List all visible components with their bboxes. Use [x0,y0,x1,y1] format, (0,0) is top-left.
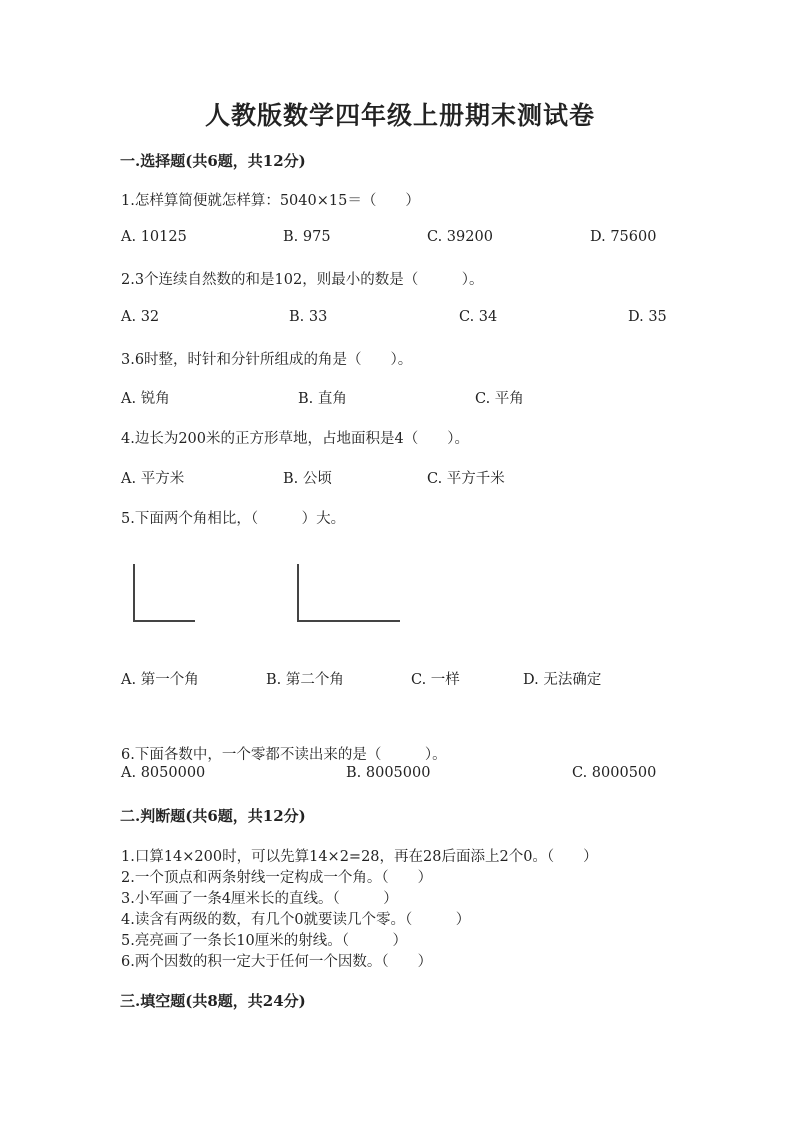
q4-option-a: A. 平方米 [121,471,185,487]
question-2: 2.3个连续自然数的和是102，则最小的数是（ ）。 [121,272,484,288]
q4-option-c: C. 平方千米 [427,471,505,487]
angle-figure-1 [133,564,195,622]
q2-option-b: B. 33 [289,309,328,325]
q1-option-c: C. 39200 [427,229,493,245]
q3-option-c: C. 平角 [475,391,524,407]
q6-option-a: A. 8050000 [121,765,206,781]
q5-option-d: D. 无法确定 [523,672,602,688]
question-1: 1.怎样算简便就怎样算：5040×15＝（ ） [121,193,420,209]
judgement-item-5: 5.亮亮画了一条长10厘米的射线。（ ） [121,933,408,949]
section-heading-fill-in: 三.填空题(共8题，共24分) [120,992,306,1010]
q5-option-c: C. 一样 [411,672,460,688]
judgement-item-2: 2.一个顶点和两条射线一定构成一个角。（ ） [121,870,433,886]
q5-option-a: A. 第一个角 [121,672,199,688]
question-4: 4.边长为200米的正方形草地，占地面积是4（ ）。 [121,431,469,447]
angle-figure-2 [297,564,400,622]
section-heading-judgement: 二.判断题(共6题，共12分) [120,807,306,825]
q4-option-b: B. 公顷 [283,471,332,487]
q2-option-d: D. 35 [628,309,667,325]
q3-option-a: A. 锐角 [121,391,170,407]
judgement-item-1: 1.口算14×200时，可以先算14×2=28，再在28后面添上2个0。（ ） [121,849,598,865]
q1-option-d: D. 75600 [590,229,657,245]
q1-option-a: A. 10125 [121,229,187,245]
q3-option-b: B. 直角 [298,391,347,407]
section-heading-choice: 一.选择题(共6题，共12分) [120,152,306,170]
judgement-item-3: 3.小军画了一条4厘米长的直线。（ ） [121,891,398,907]
q1-option-b: B. 975 [283,229,331,245]
q5-option-b: B. 第二个角 [266,672,344,688]
judgement-item-6: 6.两个因数的积一定大于任何一个因数。（ ） [121,954,433,970]
question-6: 6.下面各数中，一个零都不读出来的是（ ）。 [121,747,447,763]
question-5: 5.下面两个角相比，（ ）大。 [121,511,346,527]
judgement-item-4: 4.读含有两级的数，有几个0就要读几个零。（ ） [121,912,471,928]
question-3: 3.6时整，时针和分针所组成的角是（ ）。 [121,352,413,368]
q2-option-a: A. 32 [121,309,160,325]
q6-option-c: C. 8000500 [572,765,657,781]
page-title: 人教版数学四年级上册期末测试卷 [204,101,595,130]
q2-option-c: C. 34 [459,309,498,325]
q6-option-b: B. 8005000 [346,765,431,781]
